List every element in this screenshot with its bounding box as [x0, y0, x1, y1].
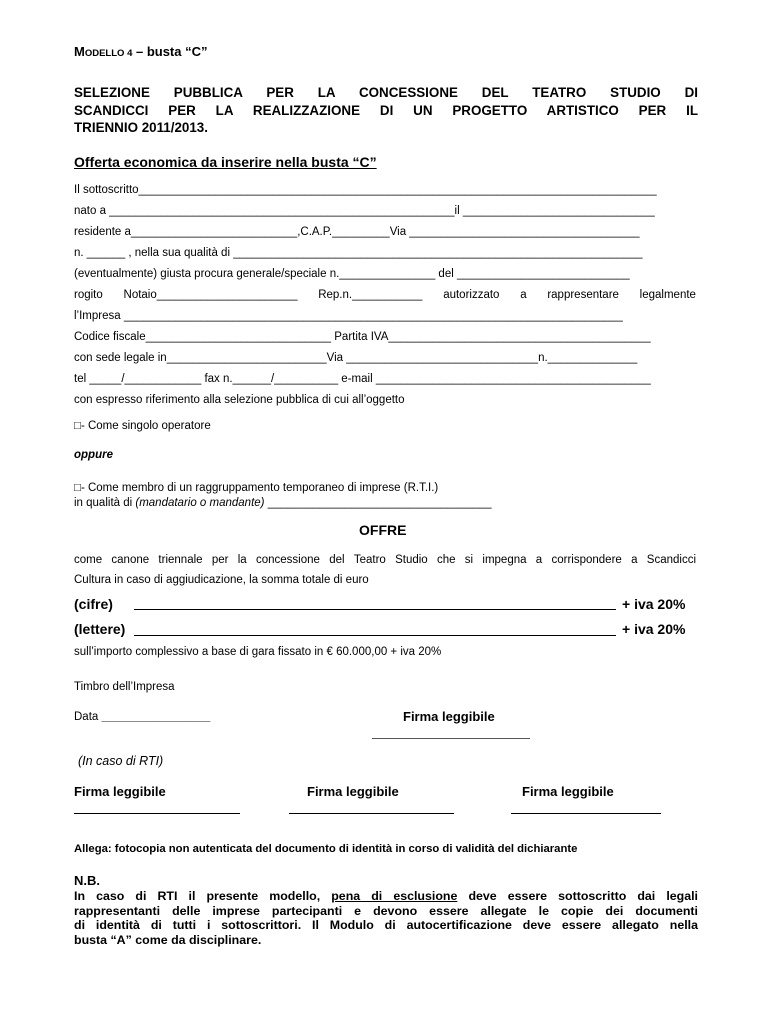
firma-rti-3-signature-line[interactable] — [511, 813, 661, 814]
canone-word: del — [329, 554, 345, 566]
form-line-riferimento: con espresso riferimento alla selezione pubblica di cui all’oggetto — [74, 394, 405, 406]
title-line-1: SELEZIONE PUBBLICA PER LA CONCESSIONE DEL TEATRO STUDIO DI — [74, 85, 698, 100]
canone-word: corrispondere — [551, 554, 622, 566]
form-line-impresa[interactable]: l’Impresa ______________________________________________________________________________ — [74, 310, 623, 322]
rogito-word-5: rappresentare — [547, 289, 619, 301]
nb-pena-esclusione: pena di esclusione — [331, 889, 458, 903]
form-line-sottoscritto[interactable]: Il sottoscritto_________________________________________________________________________________ — [74, 184, 657, 196]
data-blank: _________________ — [101, 711, 211, 723]
form-line-residente[interactable]: residente a__________________________,C.A.P._________Via ____________________________________ — [74, 226, 640, 238]
canone-line-2: Cultura in caso di aggiudicazione, la somma totale di euro — [74, 574, 369, 586]
oppure-label: oppure — [74, 449, 113, 461]
lettere-label: (lettere) — [74, 621, 126, 637]
rogito-word-6: legalmente — [639, 289, 696, 301]
allega-note: Allega: fotocopia non autenticata del documento di identità in corso di validità del dichiarante — [74, 843, 578, 855]
busta-label: – busta “C” — [132, 44, 208, 59]
nb-line-1 — [74, 889, 698, 904]
canone-word: come — [74, 554, 103, 566]
canone-word: triennale — [158, 554, 203, 566]
data-field[interactable] — [74, 711, 210, 723]
rogito-word-2: Rep.n.___________ — [318, 289, 423, 301]
rogito-word-1: Notaio______________________ — [123, 289, 298, 301]
nb-paragraph — [74, 889, 698, 947]
canone-word: impegna — [482, 554, 527, 566]
canone-word: per — [211, 554, 229, 566]
form-line-contatti[interactable]: tel _____/____________ fax n.______/__________ e-mail ___________________________________________ — [74, 373, 651, 385]
nb-line-1-pre: In caso di RTI il presente modello, — [74, 889, 332, 903]
canone-word: che — [436, 554, 456, 566]
canone-word: Scandicci — [646, 554, 696, 566]
nb-line-3: di identità di tutti i sottoscrittori. Il Modulo di autocertificazione deve essere allegato nella — [74, 918, 698, 932]
form-line-sede-legale[interactable]: con sede legale in_________________________Via ______________________________n.______________ — [74, 352, 638, 364]
canone-word: Studio — [395, 554, 428, 566]
form-line-rogito[interactable] — [74, 289, 696, 301]
rogito-word-0: rogito — [74, 289, 103, 301]
document-title — [74, 84, 698, 137]
firma-main-signature-line[interactable] — [372, 738, 530, 739]
firma-rti-2-signature-line[interactable] — [289, 813, 454, 814]
canone-word: si — [464, 554, 474, 566]
canone-word: canone — [111, 554, 150, 566]
firma-leggibile-rti-1: Firma leggibile — [74, 784, 166, 799]
importo-note: sull’importo complessivo a base di gara fissato in € 60.000,00 + iva 20% — [74, 646, 442, 658]
option-rti-membro[interactable]: □- Come membro di un raggruppamento temporaneo di imprese (R.T.I.) — [74, 482, 439, 494]
qualita-blank: ___________________________________ — [264, 497, 492, 509]
lettere-input-line[interactable] — [134, 635, 616, 636]
form-line-codice-fiscale[interactable]: Codice fiscale_____________________________ Partita IVA_________________________________________ — [74, 331, 651, 343]
nb-line-2: rappresentanti delle imprese partecipanti e devono essere allegate le copie dei documenti — [74, 903, 698, 918]
section-subtitle: Offerta economica da inserire nella busta “C” — [74, 154, 377, 170]
qualita-prefix: in qualità di — [74, 497, 136, 509]
rogito-word-3: autorizzato — [443, 289, 500, 301]
cifre-iva: + iva 20% — [622, 596, 686, 612]
in-caso-rti-label: (In caso di RTI) — [78, 754, 164, 768]
modello-smallcaps: ODELLO 4 — [84, 48, 133, 59]
canone-word: a — [631, 554, 638, 566]
qualita-italic: (mandatario o mandante) — [135, 497, 265, 509]
cifre-label: (cifre) — [74, 596, 113, 612]
model-header — [74, 44, 207, 59]
firma-rti-1-signature-line[interactable] — [74, 813, 240, 814]
offre-heading: OFFRE — [359, 522, 407, 538]
nb-line-4: busta “A” come da disciplinare. — [74, 932, 262, 947]
canone-word: la — [237, 554, 247, 566]
form-line-nato[interactable]: nato a ______________________________________________________il ______________________________ — [74, 205, 655, 217]
data-label: Data — [74, 711, 102, 723]
cifre-input-line[interactable] — [134, 609, 616, 610]
timbro-impresa: Timbro dell’Impresa — [74, 681, 175, 693]
canone-word: concessione — [255, 554, 320, 566]
firma-leggibile-rti-2: Firma leggibile — [307, 784, 399, 799]
canone-word: Teatro — [353, 554, 386, 566]
firma-leggibile-rti-3: Firma leggibile — [522, 784, 614, 799]
form-line-procura[interactable]: (eventualmente) giusta procura generale/speciale n._______________ del ___________________________ — [74, 268, 630, 280]
modello-initial: M — [74, 44, 85, 59]
title-line-3: TRIENNIO 2011/2013. — [74, 120, 208, 135]
nb-line-1-post: deve essere sottoscritto dai legali — [457, 889, 698, 903]
lettere-iva: + iva 20% — [622, 621, 686, 637]
rogito-word-4: a — [520, 289, 527, 301]
form-line-qualita[interactable]: n. ______ , nella sua qualità di ________________________________________________________________ — [74, 247, 643, 259]
qualita-rti-line[interactable] — [74, 497, 492, 509]
canone-word: a — [535, 554, 543, 566]
canone-line-1 — [74, 554, 696, 566]
firma-leggibile-main: Firma leggibile — [403, 709, 495, 724]
title-line-2: SCANDICCI PER LA REALIZZAZIONE DI UN PROGETTO ARTISTICO PER IL — [74, 102, 698, 118]
nb-title: N.B. — [74, 873, 100, 888]
option-singolo-operatore[interactable]: □- Come singolo operatore — [74, 420, 211, 432]
